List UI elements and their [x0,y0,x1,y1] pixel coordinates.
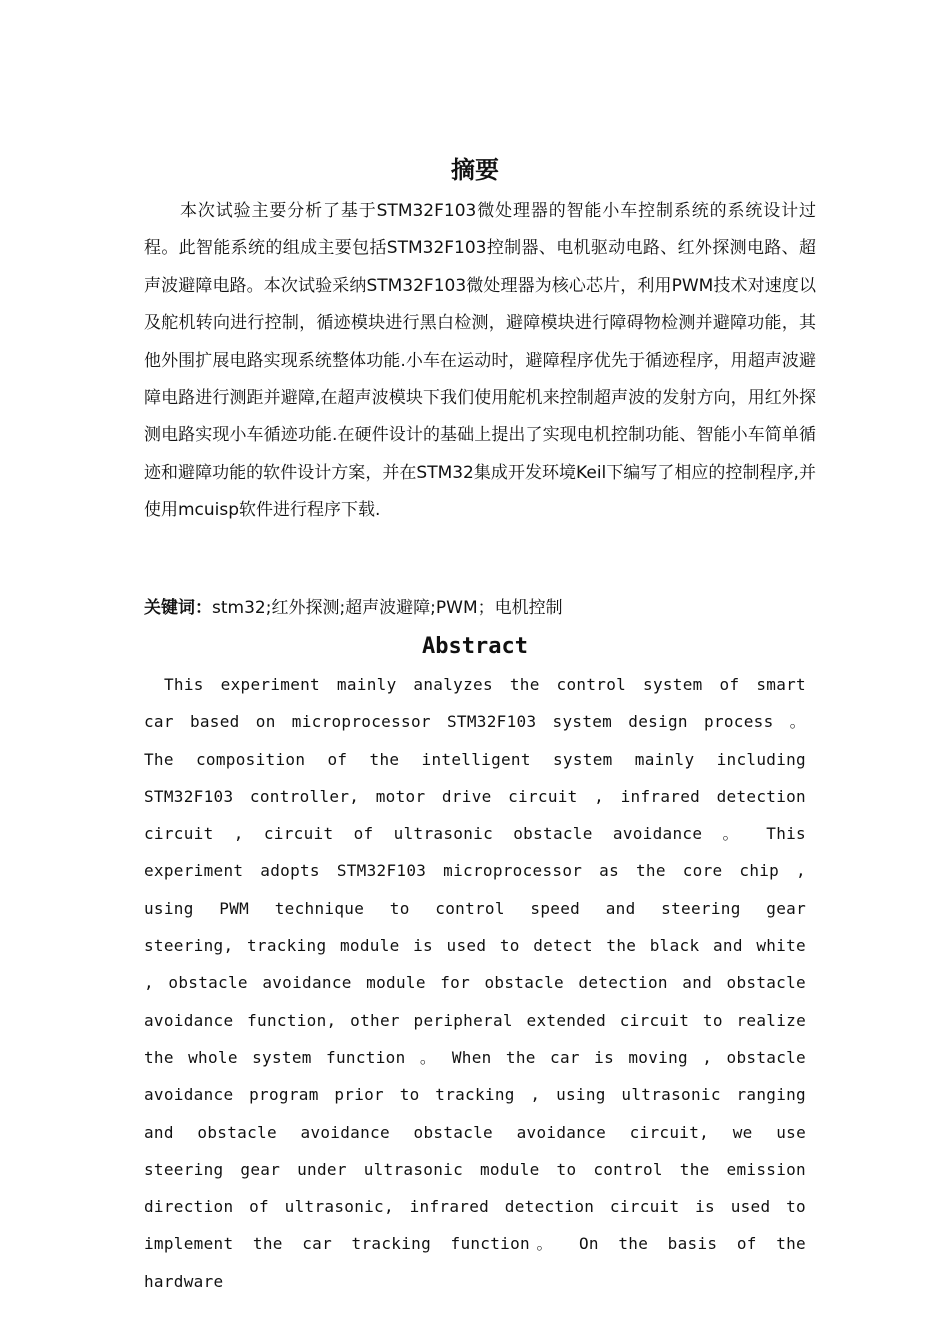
abstract-en-title: Abstract [422,634,528,659]
abstract-cn-title: 摘要 [451,156,499,184]
keywords-line [144,592,816,624]
keywords-text: stm32;红外探测;超声波避障;PWM；电机控制 [212,598,563,618]
abstract-cn-body: 本次试验主要分析了基于STM32F103微处理器的智能小车控制系统的系统设计过程。此智能系统的组成主要包括STM32F103控制器、电机驱动电路、红外探测电路、超声波避障电路。本次试验采纳STM32F103微处理器为核心芯片，利用PWM技术对速度以及舵机转向进行控制，循迹模块进行黑白检测，避障模块进行障碍物检测并避障功能，其他外围扩展电路实现系统整体功能.小车在运动时，避障程序优先于循迹程序，用超声波避障电路进行测距并避障,在超声波模块下我们使用舵机来控制超声波的发射方向，用红外探测电路实现小车循迹功能.在硬件设计的基础上提出了实现电机控制功能、智能小车简单循迹和避障功能的软件设计方案，并在STM32集成开发环境Keil下编写了相应的控制程序,并使用mcuisp软件进行程序下载. [144,201,816,521]
abstract-en-body: This experiment mainly analyzes the control system of smart car based on microprocessor STM32F103 system design process 。 The composition of the intelligent system mainly including STM32F103 controller, motor drive circuit , infrared detection circuit , circuit of ultrasonic obstacle avoidance 。 This experiment adopts STM32F103 microprocessor as the core chip , using PWM technique to control speed and steering gear steering, tracking module is used to detect the black and white , obstacle avoidance module for obstacle detection and obstacle avoidance function, other peripheral extended circuit to realize the whole system function 。 When the car is moving , obstacle avoidance program prior to tracking , using ultrasonic ranging and obstacle avoidance obstacle avoidance circuit, we use steering gear under ultrasonic module to control the emission direction of ultrasonic, infrared detection circuit is used to implement the car tracking function。 On the basis of the hardware [144,675,806,1291]
keywords-label: 关键词： [144,598,212,618]
